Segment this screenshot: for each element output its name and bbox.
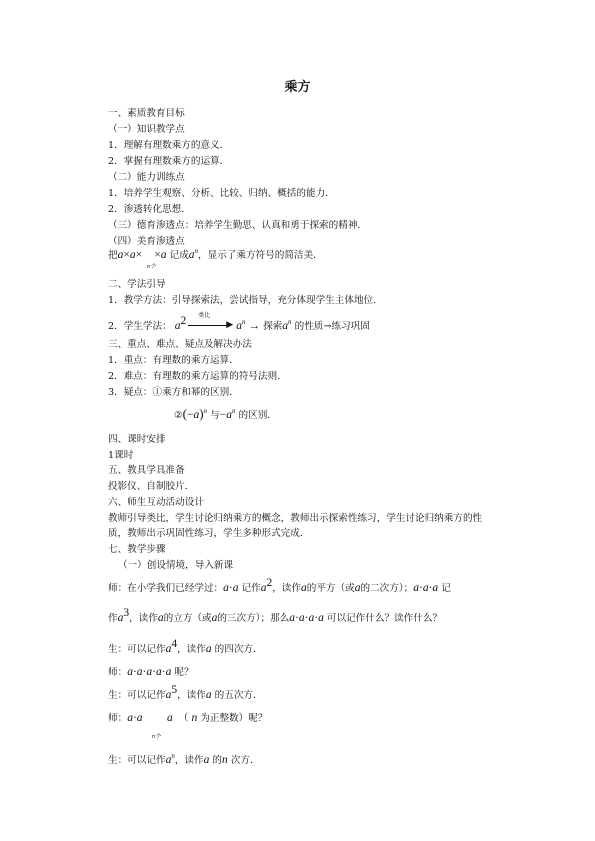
ability-item-1: 1．培养学生观察、分析、比较、归纳、概括的能力． <box>108 188 335 199</box>
moral-point: （三）德育渗透点：培养学生勤思、认真和勇于探索的精神． <box>108 220 368 231</box>
method-item-2: 2．学生学法： $a^2$ 类比 ▶ $a^n$ → 探索$a^n$ 的性质→练习巩固 <box>108 312 370 332</box>
teacher-line-1: 师：在小学我们已经学过：a·a 记作$a^2$，读作a的平方（或a的二次方）；a·a·a 记 <box>108 577 451 594</box>
page-title: 乘方 <box>284 80 311 95</box>
doubt-point-2: $②(-a)^n$ 与$-a^n$ 的区别． <box>174 406 277 421</box>
ability-heading: （二）能力训练点 <box>108 172 185 183</box>
step-1-heading: （一）创设情境，导入新课 <box>118 560 234 571</box>
section-3-heading: 三、重点、难点、疑点及解决办法 <box>108 339 252 350</box>
section-2-heading: 二、学法引导 <box>108 279 166 290</box>
ability-item-2: 2．渗透转化思想． <box>108 204 191 215</box>
knowledge-item-2: 2．掌握有理数乘方的运算． <box>108 156 230 167</box>
knowledge-item-1: 1．理解有理数乘方的意义． <box>108 140 230 151</box>
student-line-2: 生：可以记作$a^5$，读作a 的五次方． <box>108 684 263 701</box>
aesthetic-line: 把a×a× ×a 记成$a^n$，显示了乘方符号的简洁美． <box>108 247 323 261</box>
analogy-arrow: 类比 ▶ <box>188 318 234 330</box>
student-line-1: 生：可以记作$a^4$，读作a 的四次方． <box>108 638 263 655</box>
difficult-point: 2．难点：有理数的乘方运算的符号法则． <box>108 371 287 382</box>
class-hours: 1课时 <box>108 450 134 461</box>
knowledge-heading: （一）知识教学点 <box>108 124 185 135</box>
section-7-heading: 七、教学步骤 <box>108 544 166 555</box>
teacher-line-4: 师：a·a a （ n 为正整数）呢？ <box>108 712 268 724</box>
interaction-design: 教师引导类比，学生讨论归纳乘方的概念，教师出示探索性练习，学生讨论归纳乘方的性质，教师出示巩固性练习，学生多种形式完成． <box>108 513 483 539</box>
teacher-line-3: 师：a·a·a·a·a 呢？ <box>108 666 194 678</box>
section-6-heading: 六、师生互动活动设计 <box>108 497 204 508</box>
aesthetic-heading: （四）美育渗透点 <box>108 236 185 247</box>
method-item-1: 1．教学方法：引导探索法，尝试指导，充分体现学生主体地位． <box>108 295 383 306</box>
teacher-line-2: 作$a^3$，读作a的立方（或a的三次方）；那么a·a·a·a 可以记作什么？读作什么？ <box>108 607 443 624</box>
n-count-label: n个 <box>147 264 156 270</box>
teaching-aids: 投影仪、自制胶片． <box>108 481 195 492</box>
n-count-label-2: n个 <box>152 734 161 740</box>
doubt-point-1: 3．疑点：①乘方和幂的区别． <box>108 387 239 398</box>
student-line-3: 生：可以记作$a^n$，读作a 的n 次方． <box>108 752 260 766</box>
section-1-heading: 一、素质教育目标 <box>108 108 185 119</box>
section-5-heading: 五、教具学具准备 <box>108 465 185 476</box>
key-point: 1．重点：有理数的乘方运算． <box>108 355 239 366</box>
section-4-heading: 四、课时安排 <box>108 434 166 445</box>
